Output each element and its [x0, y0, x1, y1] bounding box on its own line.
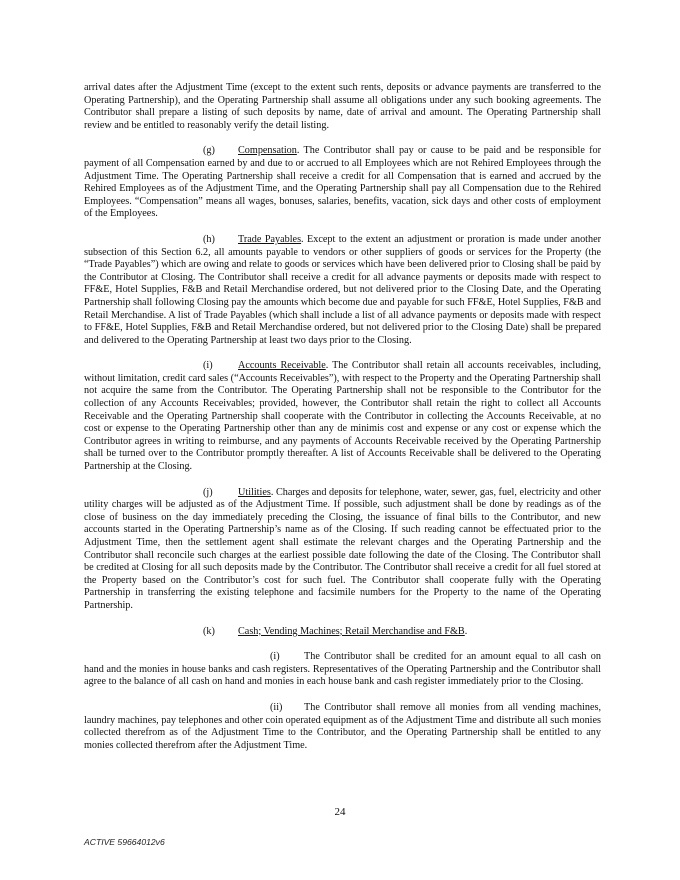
paragraph-i-label: (i) [203, 360, 213, 372]
paragraph-h-trade-payables [84, 234, 601, 347]
paragraph-continuation [84, 82, 601, 132]
paragraph-k-title: Cash; Vending Machines; Retail Merchandise and F&B [238, 625, 465, 637]
paragraph-g-title: Compensation [238, 145, 297, 157]
paragraph-j-title: Utilities [238, 486, 271, 498]
paragraph-k-label: (k) [203, 625, 215, 637]
paragraph-h-text: . Except to the extent an adjustment or proration is made under another subsection of this Section 6.2, all amounts payable to vendors or other suppliers of goods or services for the Property (the “Trade Payables”) which are owing and relate to goods or services which have been delivered prior to Closing shall be paid by the Contributor at Closing. The Contributor shall receive a credit for all advance payments or deposits made with respect to FF&E, Hotel Supplies, F&B and Retail Merchandise ordered, but not delivered prior to the Closing Date, and the Operating Partnership shall following Closing pay the amounts which become due and payable for such FF&E, Hotel Supplies, F&B and Retail Merchandise. A list of Trade Payables (which shall include a list of all advance payments or deposits made with respect to FF&E, Hotel Supplies, F&B and Retail Merchandise ordered, but not delivered prior to the Closing Date) shall be prepared and delivered to the Operating Partnership at least two days prior to the Closing. [84, 233, 602, 346]
page-number: 24 [334, 806, 346, 818]
paragraph-k-ii-label: (ii) [270, 701, 283, 713]
paragraph-k-heading [84, 626, 601, 639]
paragraph-h-title: Trade Payables [238, 233, 302, 245]
paragraph-g-compensation [84, 145, 601, 221]
paragraph-i-title: Accounts Receivable [238, 360, 326, 372]
paragraph-g-text: . The Contributor shall pay or cause to be paid and be responsible for payment of all Compensation earned by and due to or accrued to all Employees which are not Rehired Employees through the Adjustment Time. The Operating Partnership shall receive a credit for all Compensation that is earned and accrued by the Rehired Employees as of the Adjustment Time, and the Operating Partnership shall pay all Compensation due to the Rehired Employees. “Compensation” means all wages, bonuses, salaries, benefits, vacation, sick days and other costs of employment of the Employees. [84, 145, 601, 220]
paragraph-j-text: . Charges and deposits for telephone, water, sewer, gas, fuel, electricity and other utility charges will be adjusted as of the Adjustment Time. If possible, such adjustment shall be done by readings as of the close of business on the day immediately preceding the Closing, the issuance of final bills to the Contributor, and new accounts started in the Operating Partnership’s name as of the Closing. If such reading cannot be effectuated prior to the Adjustment Time, then the settlement agent shall estimate the relevant charges and the Operating Partnership and the Contributor shall reconcile such charges at the earliest possible date following the date of the Closing. The Contributor shall be credited at Closing for all such deposits made by the Contributor. The Contributor shall receive a credit for all fuel stored at the Property based on the Contributor’s cost for such fuel. The Contributor shall cooperate fully with the Operating Partnership in transferring the existing telephone and facsimile numbers for the Property to the name of the Operating Partnership. [84, 486, 601, 611]
paragraph-j-utilities [84, 487, 601, 613]
paragraph-k-i-label: (i) [270, 651, 280, 663]
paragraph-k-ii-vending [84, 702, 601, 752]
paragraph-i-text: . The Contributor shall retain all accounts receivables, including, without limitation, credit card sales (“Accounts Receivables”), with respect to the Property and the Operating Partnership shall not acquire the same from the Contributor. The Operating Partnership shall not be responsible to the Contributor for the collection of any Accounts Receivables; provided, however, the Contributor shall retain the right to collect all Accounts Receivable and the Operating Partnership shall cooperate with the Contributor in collecting the Accounts Receivable, at no cost or expense to the Operating Partnership other than any de minimis cost and expense or any cost or expense which the Contributor agrees in writing to reimburse, and any payments of Accounts Receivable received by the Operating Partnership shall be turned over to the Contributor promptly thereafter. A list of Accounts Receivable shall be delivered to the Operating Partnership at the Closing. [84, 360, 601, 473]
paragraph-i-accounts-receivable [84, 360, 601, 473]
paragraph-k-i-cash [84, 651, 601, 689]
paragraph-j-label: (j) [203, 486, 213, 498]
paragraph-g-label: (g) [203, 145, 215, 157]
paragraph-k-ii-text: The Contributor shall remove all monies from all vending machines, laundry machines, pay telephones and other coin operated equipment as of the Adjustment Time and distribute all such monies collected therefrom as of the Adjustment Time to the Contributor, and the Operating Partnership shall be entitled to any monies collected therefrom after the Adjustment Time. [84, 701, 601, 751]
paragraph-k-suffix: . [464, 625, 468, 637]
paragraph-continuation-text: arrival dates after the Adjustment Time (except to the extent such rents, deposits or advance payments are transferred to the Operating Partnership), and the Operating Partnership shall assume all obligations under any such booking agreements. The Contributor shall prepare a listing of such deposits by name, date of arrival and amount. The Operating Partnership shall review and be entitled to reasonably verify the detail listing. [84, 82, 601, 131]
document-id: ACTIVE 59664012v6 [84, 837, 165, 847]
document-body [84, 82, 601, 765]
paragraph-h-label: (h) [203, 233, 215, 245]
paragraph-k-i-text: The Contributor shall be credited for an amount equal to all cash on hand and the monies in house banks and cash registers. Representatives of the Operating Partnership and the Contributor shall agree to the balance of all cash on hand and monies in each house bank and cash register immediately prior to the Closing. [84, 651, 601, 688]
